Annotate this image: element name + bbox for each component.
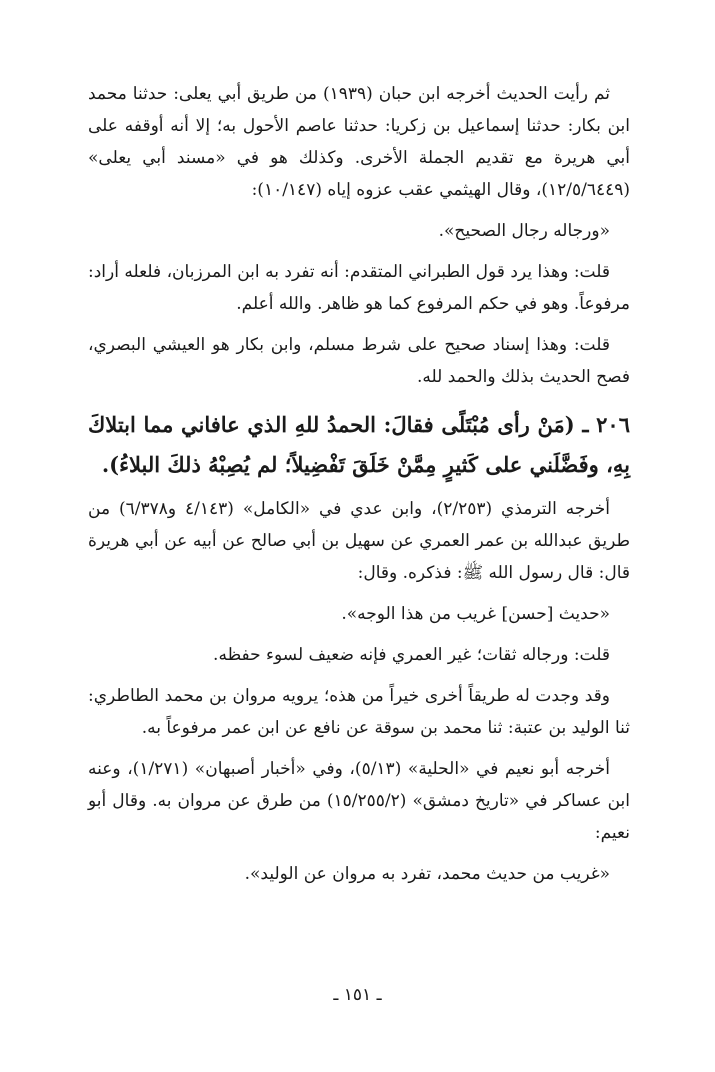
page-number: ـ ١٥١ ـ	[333, 985, 382, 1005]
paragraph-umari: قلت: ورجاله ثقات؛ غير العمري فإنه ضعيف لسوء حفظه.	[213, 645, 610, 665]
paragraph-tabarani: قلت: وهذا يرد قول الطبراني المتقدم: أنه تفرد به ابن المرزبان، فلعله أراد: مرفوعاً. وهو في حكم المرفوع كما هو ظاهر. والله أعلم.	[88, 262, 630, 314]
paragraph-tirmidhi: أخرجه الترمذي (٢/٢٥٣)، وابن عدي في «الكامل» (٤/١٤٣ و٦/٣٧٨) من طريق عبدالله بن عمر العمري عن سهيل بن أبي صالح عن أبيه عن أبي هريرة قال: قال رسول الله ﷺ: فذكره. وقال:	[88, 499, 630, 583]
paragraph-another-route: وقد وجدت له طريقاً أخرى خيراً من هذه؛ يرويه مروان بن محمد الطاطري: ثنا الوليد بن عتبة: ثنا محمد بن سوقة عن نافع عن ابن عمر مرفوعاً به.	[88, 686, 630, 738]
page-body	[88, 78, 630, 899]
paragraph-abu-nuaym: أخرجه أبو نعيم في «الحلية» (٥/١٣)، وفي «أخبار أصبهان» (١/٢٧١)، وعنه ابن عساكر في «تاريخ دمشق» (١٥/٢٥٥/٢) من طرق عن مروان به. وقال أبو نعيم:	[88, 759, 631, 843]
quote-tirmidhi: «حديث [حسن] غريب من هذا الوجه».	[341, 604, 610, 624]
hadith-text: ٢٠٦ ـ (مَنْ رأى مُبْتَلًى فقالَ: الحمدُ للهِ الذي عافاني مما ابتلاكَ بِهِ، وفَضَّلَني على كَثيرٍ مِمَّنْ خَلَقَ تَفْضِيلاً؛ لم يُصِبْهُ ذلكَ البلاءُ).	[88, 412, 630, 477]
quote-abu-nuaym: «غريب من حديث محمد، تفرد به مروان عن الوليد».	[244, 864, 610, 884]
quote-haythami: «ورجاله رجال الصحيح».	[438, 221, 610, 241]
paragraph-ibn-hibban: ثم رأيت الحديث أخرجه ابن حبان (١٩٣٩) من طريق أبي يعلى: حدثنا محمد ابن بكار: حدثنا إسماعيل بن زكريا: حدثنا عاصم الأحول به؛ إلا أنه أوقفه على أبي هريرة مع تقديم الجملة الأخرى. وكذلك هو في «مسند أبي يعلى» (١٢/٥/٦٤٤٩)، وقال الهيثمي عقب عزوه إياه (١٠/١٤٧):	[88, 84, 630, 200]
paragraph-isnad-sahih: قلت: وهذا إسناد صحيح على شرط مسلم، وابن بكار هو العيشي البصري، فصح الحديث بذلك والحمد لله.	[88, 335, 630, 387]
